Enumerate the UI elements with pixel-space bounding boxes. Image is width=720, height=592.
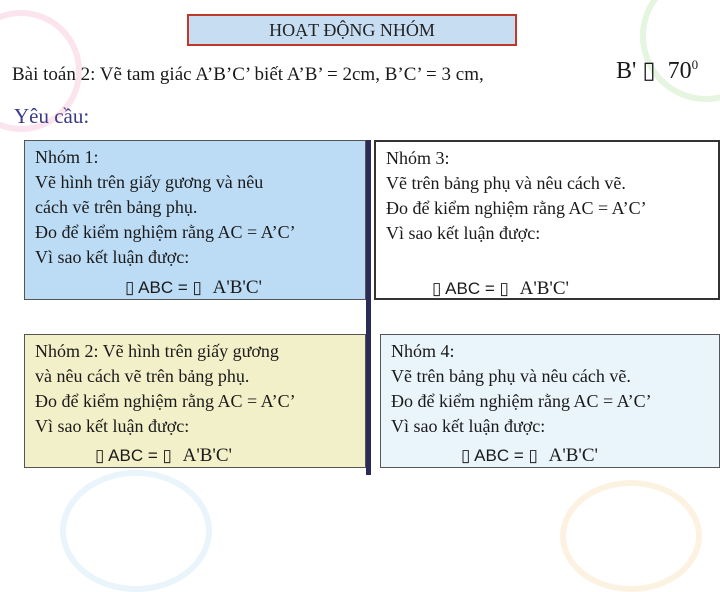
group-3-line: Vẽ trên bảng phụ và nêu cách vẽ. bbox=[386, 173, 626, 193]
group-2-congruence: ▯ ABC = ▯ A'B'C' bbox=[95, 445, 232, 466]
group-3-line: Vì sao kết luận được: bbox=[386, 223, 541, 243]
group-1-line: cách vẽ trên bảng phụ. bbox=[35, 197, 198, 217]
angle-formula bbox=[616, 56, 698, 85]
formula-value: 70 bbox=[667, 58, 692, 84]
group-1-congruence: ▯ ABC = ▯ A'B'C' bbox=[125, 277, 262, 298]
group-3-congruence: ▯ ABC = ▯ A'B'C' bbox=[432, 278, 569, 299]
group-3-line: Đo để kiểm nghiệm rằng AC = A’C’ bbox=[386, 198, 647, 218]
group-2-line: Vì sao kết luận được: bbox=[35, 416, 190, 436]
problem-statement bbox=[12, 57, 712, 86]
group-1-line: Đo để kiểm nghiệm rằng AC = A’C’ bbox=[35, 222, 296, 242]
column-divider bbox=[366, 140, 371, 475]
group-1-line: Vì sao kết luận được: bbox=[35, 247, 190, 267]
decor-swirl-bottom-right bbox=[560, 480, 702, 592]
group-2-line: Đo để kiểm nghiệm rằng AC = A’C’ bbox=[35, 391, 296, 411]
group-4-box bbox=[380, 334, 720, 468]
formula-symbol: ▯ bbox=[642, 58, 656, 84]
formula-angle: B' bbox=[616, 58, 643, 84]
group-2-line: và nêu cách vẽ trên bảng phụ. bbox=[35, 366, 250, 386]
group-4-line: Vì sao kết luận được: bbox=[391, 416, 546, 436]
decor-swirl-right bbox=[640, 0, 720, 102]
requirement-heading: Yêu cầu: bbox=[14, 104, 90, 128]
group-4-line: Vẽ trên bảng phụ và nêu cách vẽ. bbox=[391, 366, 631, 386]
problem-text: Bài toán 2: Vẽ tam giác A’B’C’ biết A’B’ = 2cm, B’C’ = 3 cm, bbox=[12, 64, 484, 85]
group-3-box bbox=[374, 140, 720, 300]
group-2-line: Nhóm 2: Vẽ hình trên giấy gương bbox=[35, 341, 279, 361]
formula-degree: 0 bbox=[691, 57, 699, 72]
group-4-congruence: ▯ ABC = ▯ A'B'C' bbox=[461, 445, 598, 466]
group-2-box bbox=[24, 334, 366, 468]
group-4-line: Nhóm 4: bbox=[391, 341, 455, 361]
decor-swirl-bottom bbox=[60, 470, 212, 592]
group-4-line: Đo để kiểm nghiệm rằng AC = A’C’ bbox=[391, 391, 652, 411]
group-1-line: Nhóm 1: bbox=[35, 147, 99, 167]
slide-title: HOẠT ĐỘNG NHÓM bbox=[187, 14, 517, 46]
group-1-box bbox=[24, 140, 366, 300]
group-1-line: Vẽ hình trên giấy gương và nêu bbox=[35, 172, 264, 192]
group-3-line: Nhóm 3: bbox=[386, 148, 450, 168]
